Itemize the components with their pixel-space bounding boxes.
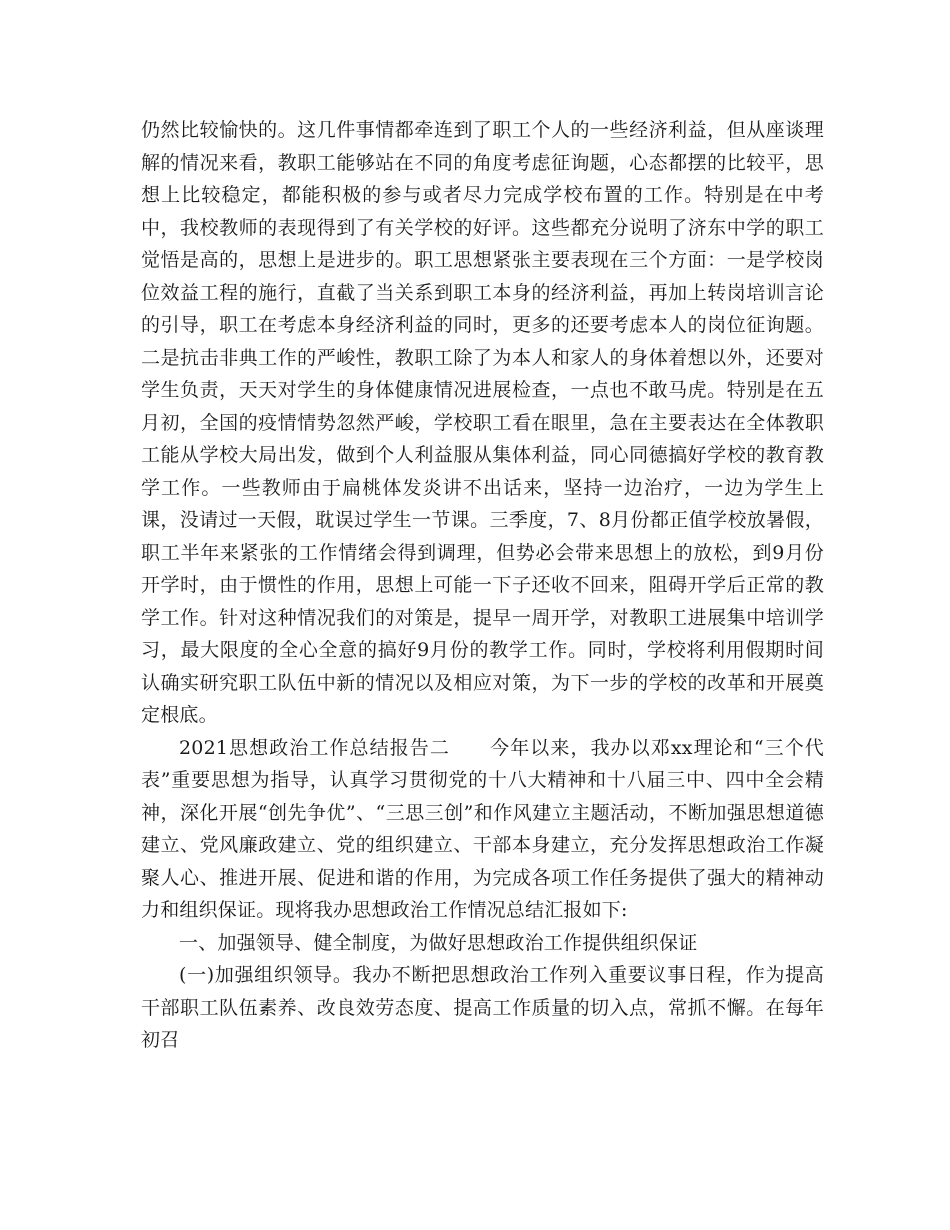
section-heading-1: 一、加强领导、健全制度，为做好思想政治工作提供组织保证: [179, 931, 698, 954]
body-paragraph-2: 2021思想政治工作总结报告二 今年以来，我办以邓xx理论和“三个代表”重要思想为指导，认真学习贯彻党的十八大精神和十八届三中、四中全会精神，深化开展“创先争优”、“三思三创”和作风建立主题活动，不断加强思想道德建立、党风廉政建立、党的组织建立、干部本身建立，充分发挥思想政治工作凝聚人心、推进开展、促进和谐的作用，为完成各项工作任务提供了强大的精神动力和组织保证。现将我办思想政治工作情况总结汇报如下:: [141, 736, 824, 921]
body-paragraph-1: 仍然比较愉快的。这几件事情都牵连到了职工个人的一些经济利益，但从座谈理解的情况来看，教职工能够站在不同的角度考虑征询题，心态都摆的比较平，思想上比较稳定，都能积极的参与或者尽力完成学校布置的工作。特别是在中考中，我校教师的表现得到了有关学校的好评。这些都充分说明了济东中学的职工觉悟是高的，思想上是进步的。职工思想紧张主要表现在三个方面：一是学校岗位效益工程的施行，直截了当关系到职工本身的经济利益，再加上转岗培训言论的引导，职工在考虑本身经济利益的同时，更多的还要考虑本人的岗位征询题。二是抗击非典工作的严峻性，教职工除了为本人和家人的身体着想以外，还要对学生负责，天天对学生的身体健康情况进展检查，一点也不敢马虎。特别是在五月初，全国的疫情情势忽然严峻，学校职工看在眼里，急在主要表达在全体教职工能从学校大局出发，做到个人利益服从集体利益，同心同德搞好学校的教育教学工作。一些教师由于扁桃体发炎讲不出话来，坚持一边治疗，一边为学生上课，没请过一天假，耽误过学生一节课。三季度，7、8月份都正值学校放暑假，职工半年来紧张的工作情绪会得到调理，但势必会带来思想上的放松，到9月份开学时，由于惯性的作用，思想上可能一下子还收不回来，阻碍开学后正常的教学工作。针对这种情况我们的对策是，提早一周开学，对教职工进展集中培训学习，最大限度的全心全意的搞好9月份的教学工作。同时，学校将利用假期时间认确实研究职工队伍中新的情况以及相应对策，为下一步的学校的改革和开展奠定根底。: [141, 119, 824, 726]
body-paragraph-3: (一)加强组织领导。我办不断把思想政治工作列入重要议事日程，作为提高干部职工队伍素养、改良效劳态度、提高工作质量的切入点，常抓不懈。在每年初召: [141, 964, 824, 1051]
